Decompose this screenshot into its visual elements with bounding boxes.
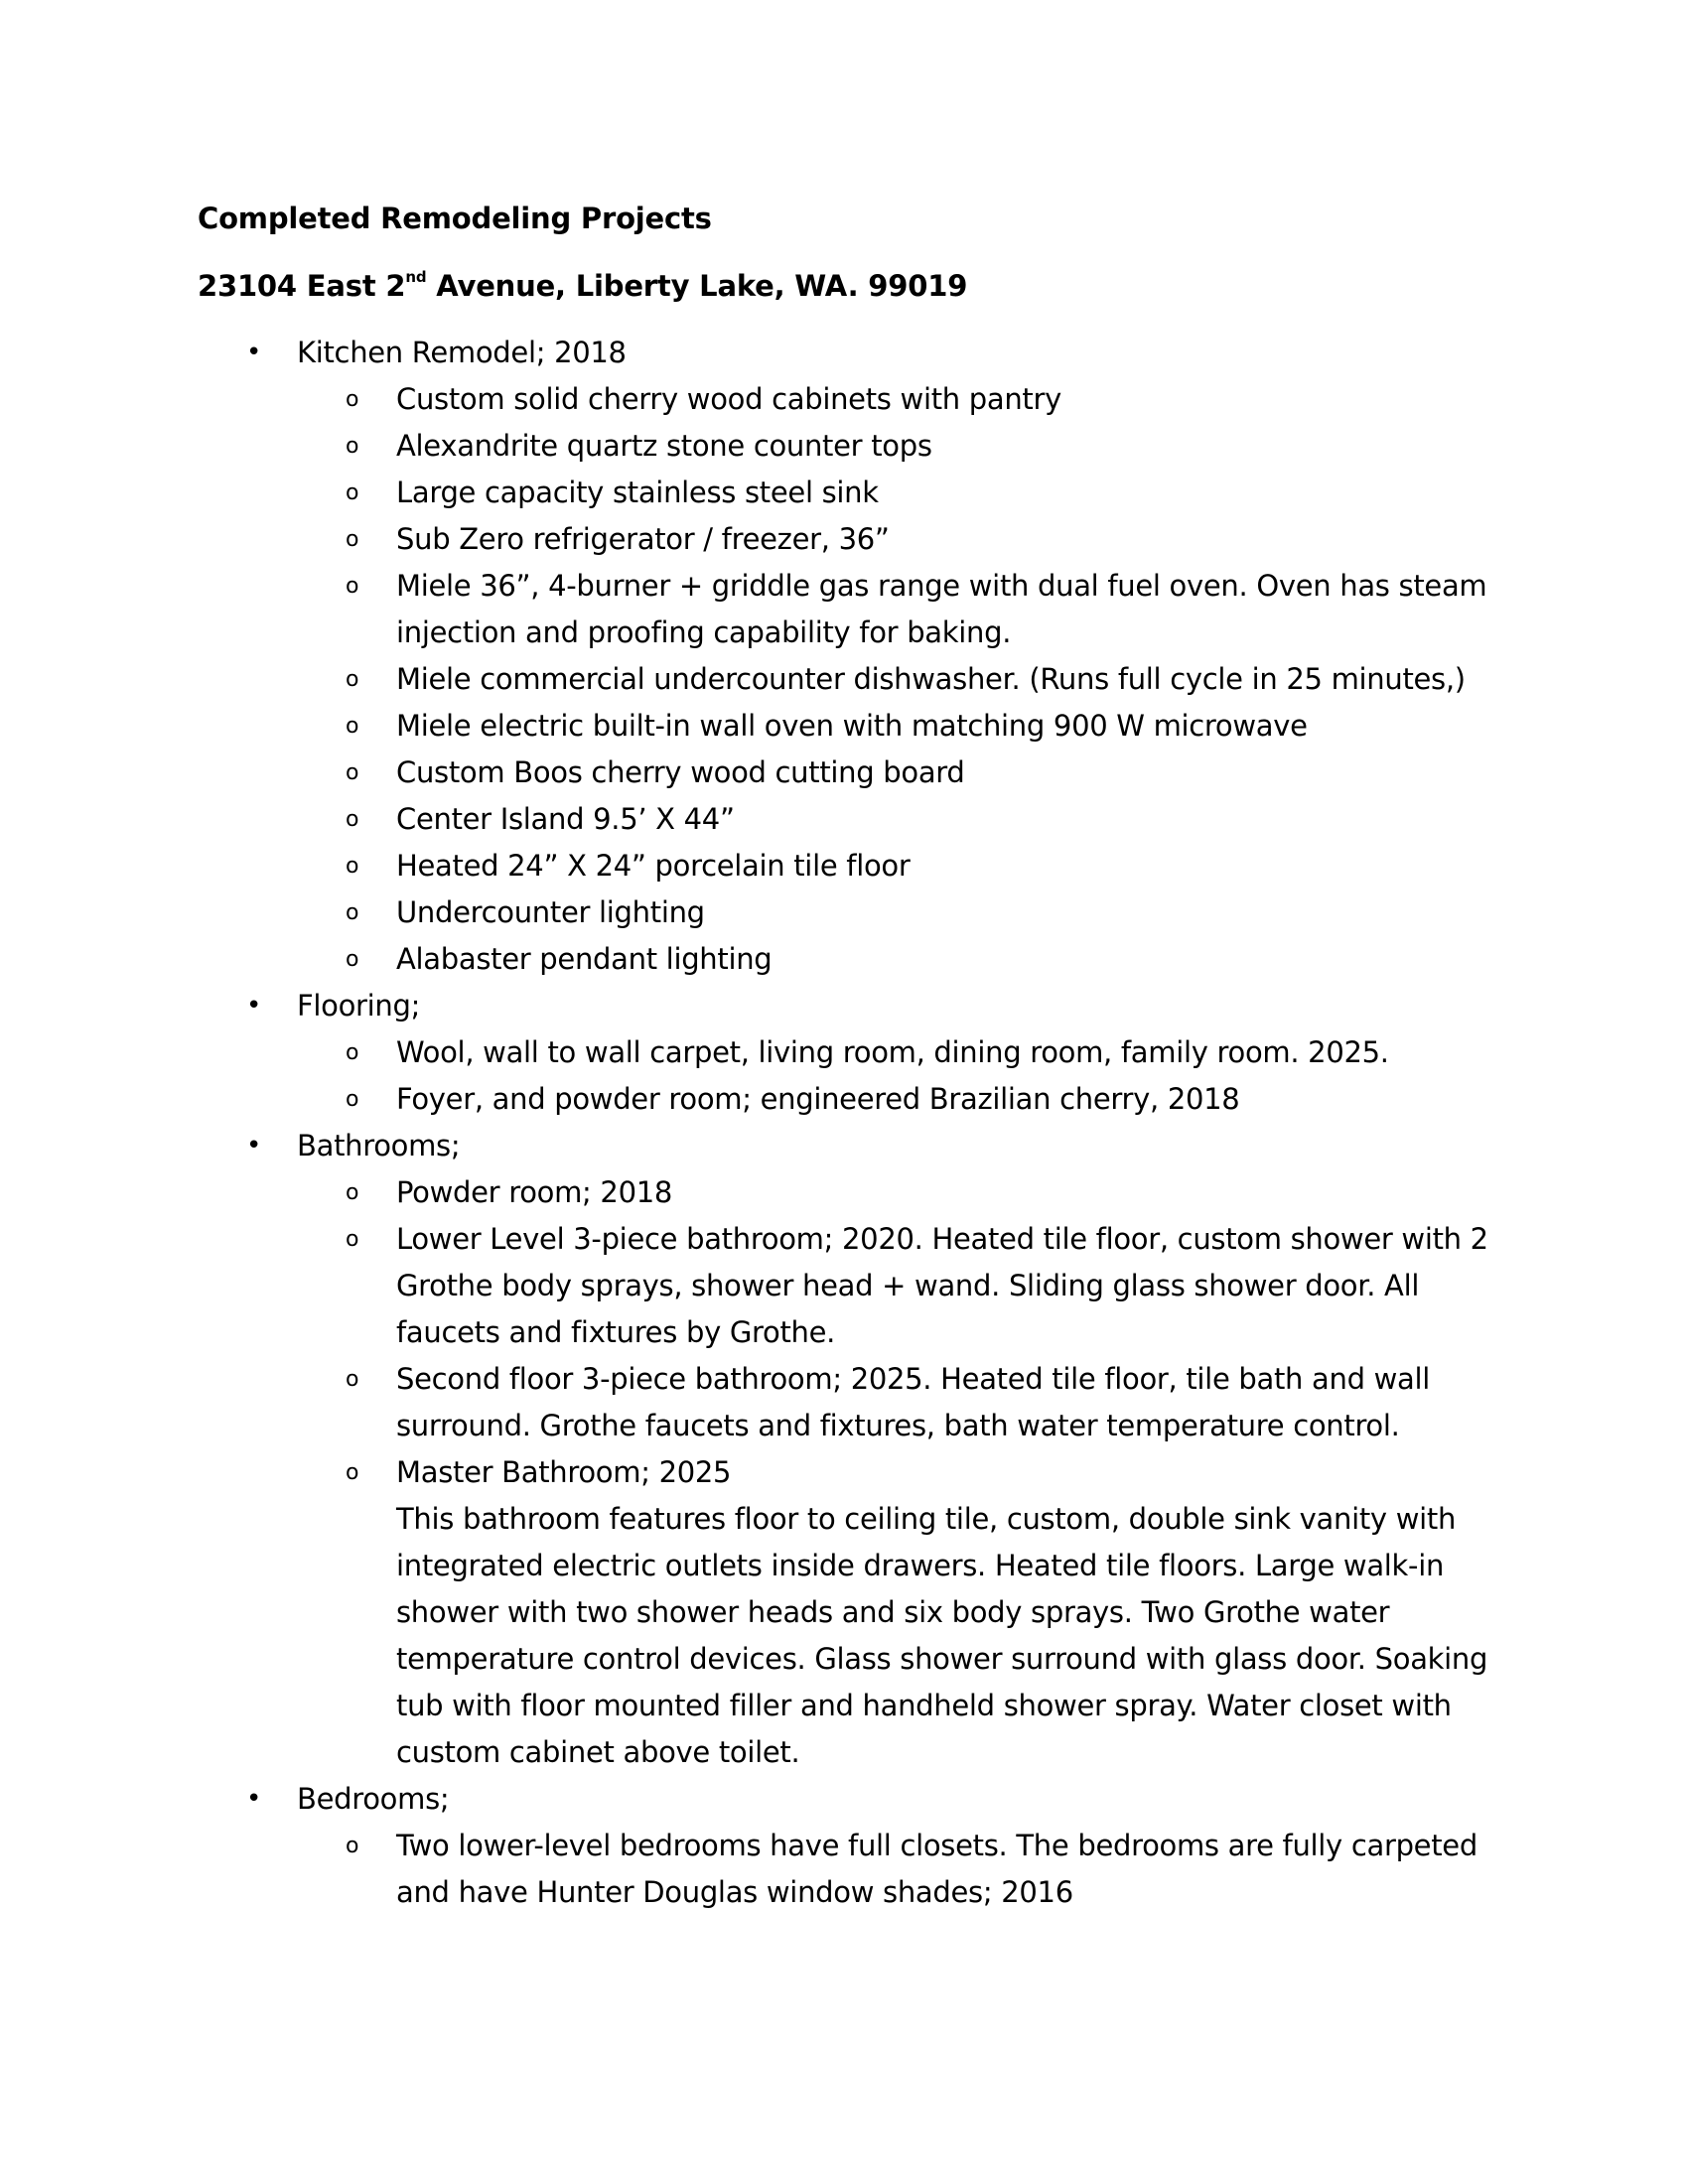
list-item xyxy=(297,843,1488,889)
item-text: Miele electric built-in wall oven with matching 900 W microwave xyxy=(396,709,1308,743)
sub-bullet-icon: o xyxy=(346,1367,359,1392)
list-item xyxy=(297,376,1488,423)
section-label: Bedrooms; xyxy=(297,1782,450,1816)
document-content xyxy=(198,197,1488,1916)
section-label: Flooring; xyxy=(297,989,421,1023)
list-item xyxy=(297,936,1488,983)
document-title: Completed Remodeling Projects xyxy=(198,202,712,235)
sub-bullet-icon: o xyxy=(346,1460,359,1485)
item-text: Wool, wall to wall carpet, living room, dining room, family room. 2025. xyxy=(396,1035,1389,1069)
sub-bullet-icon: o xyxy=(346,527,359,552)
sub-bullet-icon: o xyxy=(346,900,359,925)
list-item xyxy=(297,1449,1488,1776)
item-text: Miele 36”, 4-burner + griddle gas range with dual fuel oven. Oven has steam injection and proofing capability for baking. xyxy=(396,569,1487,649)
sub-bullet-icon: o xyxy=(346,1040,359,1065)
section-item xyxy=(198,983,1488,1123)
item-text: Second floor 3-piece bathroom; 2025. Heated tile floor, tile bath and wall surround. Grothe faucets and fixtures, bath water temperature control. xyxy=(396,1362,1431,1442)
project-list xyxy=(198,330,1488,1916)
list-item xyxy=(297,1356,1488,1449)
sub-bullet-icon: o xyxy=(346,854,359,879)
sub-bullet-icon: o xyxy=(346,387,359,412)
list-item xyxy=(297,516,1488,563)
item-text: Lower Level 3-piece bathroom; 2020. Heated tile floor, custom shower with 2 Grothe body sprays, shower head + wand. Sliding glass shower door. All faucets and fixtures by Grothe. xyxy=(396,1222,1488,1349)
item-description: This bathroom features floor to ceiling tile, custom, double sink vanity with integrated electric outlets inside drawers. Heated tile floors. Large walk-in shower with two shower heads and six body sprays. Two Grothe water temperature control devices. Glass shower surround with glass door. Soaking tub with floor mounted filler and handheld shower spray. Water closet with custom cabinet above toilet. xyxy=(396,1502,1488,1769)
sub-bullet-icon: o xyxy=(346,947,359,972)
item-text: Foyer, and powder room; engineered Brazilian cherry, 2018 xyxy=(396,1082,1240,1116)
list-item xyxy=(297,470,1488,516)
item-text: Undercounter lighting xyxy=(396,895,705,929)
section-sublist xyxy=(297,1823,1488,1916)
list-item xyxy=(297,1216,1488,1356)
list-item xyxy=(297,1076,1488,1123)
sub-bullet-icon: o xyxy=(346,760,359,785)
list-item xyxy=(297,1169,1488,1216)
section-sublist xyxy=(297,376,1488,983)
list-item xyxy=(297,889,1488,936)
address-suffix: Avenue, Liberty Lake, WA. 99019 xyxy=(426,269,968,303)
item-text: Two lower-level bedrooms have full closets. The bedrooms are fully carpeted and have Hunter Douglas window shades; 2016 xyxy=(396,1829,1477,1909)
list-item xyxy=(297,423,1488,470)
sub-bullet-icon: o xyxy=(346,434,359,459)
list-item xyxy=(297,750,1488,796)
sub-bullet-icon: o xyxy=(346,667,359,692)
sub-bullet-icon: o xyxy=(346,1227,359,1252)
item-text: Heated 24” X 24” porcelain tile floor xyxy=(396,849,911,883)
item-text: Master Bathroom; 2025 xyxy=(396,1455,732,1489)
item-text: Custom solid cherry wood cabinets with pantry xyxy=(396,382,1061,416)
sub-bullet-icon: o xyxy=(346,1087,359,1112)
item-text: Powder room; 2018 xyxy=(396,1175,673,1209)
section-item xyxy=(198,1776,1488,1916)
bullet-icon: • xyxy=(246,338,262,367)
sub-bullet-icon: o xyxy=(346,480,359,505)
list-item xyxy=(297,703,1488,750)
sub-bullet-icon: o xyxy=(346,574,359,599)
bullet-icon: • xyxy=(246,991,262,1021)
property-address xyxy=(198,264,1488,308)
section-label: Bathrooms; xyxy=(297,1129,461,1162)
section-sublist xyxy=(297,1169,1488,1776)
section-label: Kitchen Remodel; 2018 xyxy=(297,336,627,369)
item-text: Miele commercial undercounter dishwasher. (Runs full cycle in 25 minutes,) xyxy=(396,662,1466,696)
section-sublist xyxy=(297,1029,1488,1123)
item-text: Large capacity stainless steel sink xyxy=(396,476,879,509)
list-item xyxy=(297,796,1488,843)
list-item xyxy=(297,656,1488,703)
list-item xyxy=(297,1029,1488,1076)
bullet-icon: • xyxy=(246,1784,262,1814)
bullet-icon: • xyxy=(246,1131,262,1160)
sub-bullet-icon: o xyxy=(346,807,359,832)
item-text: Alexandrite quartz stone counter tops xyxy=(396,429,932,463)
address-superscript: nd xyxy=(405,268,427,286)
list-item xyxy=(297,1823,1488,1916)
section-item xyxy=(198,1123,1488,1776)
list-item xyxy=(297,563,1488,656)
sub-bullet-icon: o xyxy=(346,714,359,739)
section-item xyxy=(198,330,1488,983)
item-text: Alabaster pendant lighting xyxy=(396,942,773,976)
sub-bullet-icon: o xyxy=(346,1180,359,1205)
address-prefix: 23104 East 2 xyxy=(198,269,406,303)
item-text: Custom Boos cherry wood cutting board xyxy=(396,755,965,789)
item-text: Sub Zero refrigerator / freezer, 36” xyxy=(396,522,890,556)
sub-bullet-icon: o xyxy=(346,1834,359,1858)
item-text: Center Island 9.5’ X 44” xyxy=(396,802,735,836)
